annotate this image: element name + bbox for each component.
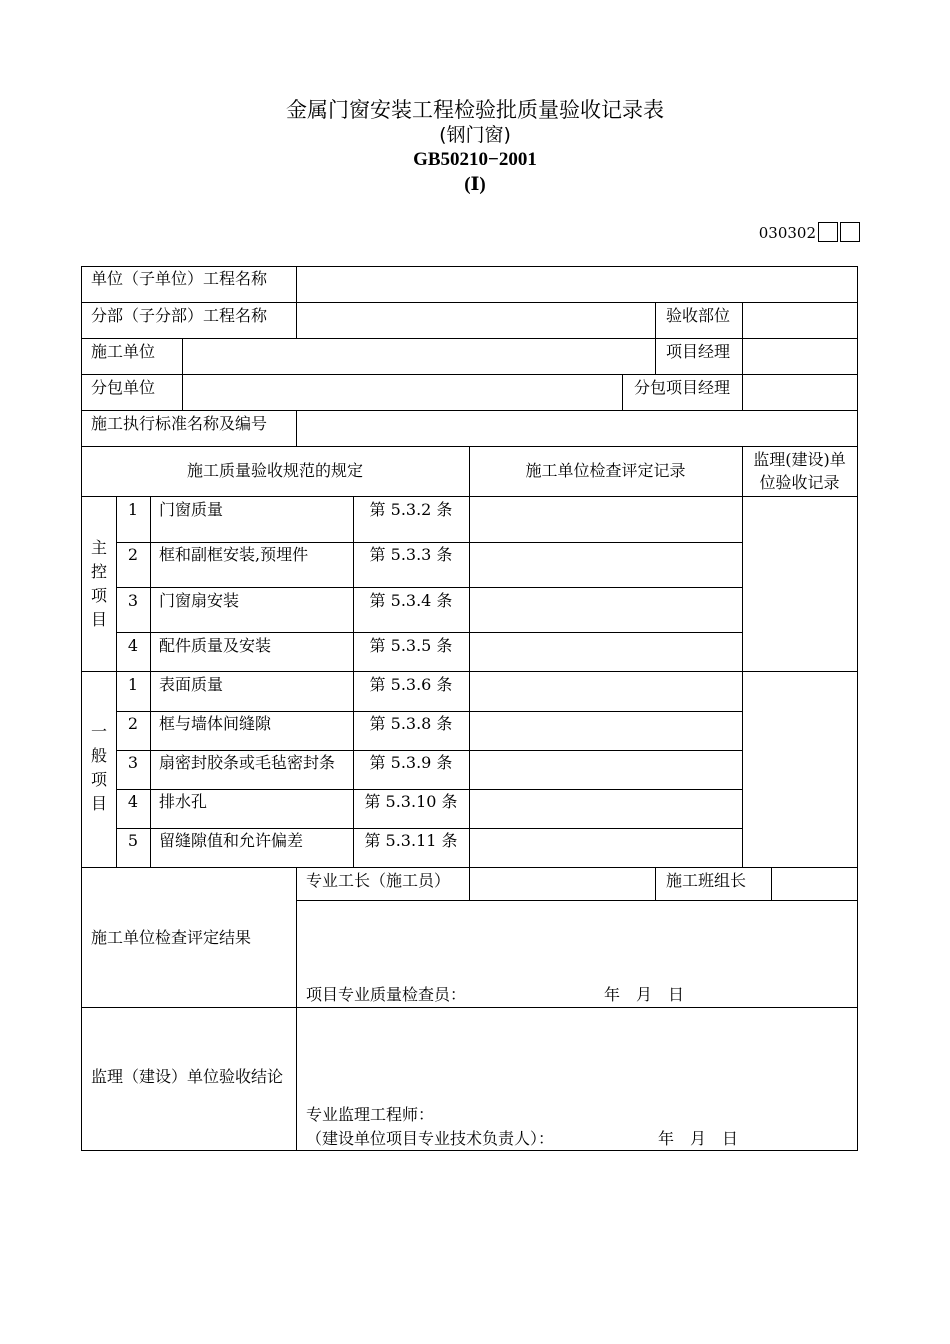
general-group-char: 目: [90, 794, 107, 813]
conclusion-date: 年 月 日: [658, 1129, 739, 1148]
standard-code: GB50210−2001: [413, 149, 537, 170]
general-item-no: 4: [127, 792, 139, 811]
general-item-clause: 第 5.3.8 条: [369, 714, 453, 733]
division-project-name-label: 分部（子分部）工程名称: [91, 306, 268, 325]
project-manager-label: 项目经理: [666, 342, 731, 361]
construction-unit-label: 施工单位: [91, 342, 156, 361]
general-item-name: 框与墙体间缝隙: [159, 714, 272, 733]
general-item-clause: 第 5.3.6 条: [369, 675, 453, 694]
main-item-name: 门窗扇安装: [159, 591, 240, 610]
subcontract-unit-label: 分包单位: [91, 378, 156, 397]
main-item-clause: 第 5.3.2 条: [369, 500, 453, 519]
general-item-no: 5: [127, 831, 139, 850]
code-box-2[interactable]: [840, 222, 860, 242]
standard-name-label: 施工执行标准名称及编号: [91, 414, 268, 433]
general-group-char: 般: [90, 746, 107, 765]
check-record-column-header: 施工单位检查评定记录: [525, 461, 686, 480]
general-item-clause: 第 5.3.10 条: [364, 792, 458, 811]
owner-rep-label: （建设单位项目专业技术负责人）：: [306, 1129, 555, 1148]
main-item-name: 门窗质量: [159, 500, 224, 519]
main-group-char: 目: [90, 610, 107, 629]
general-group-label: [89, 720, 109, 816]
main-item-clause: 第 5.3.5 条: [369, 636, 453, 655]
main-item-clause: 第 5.3.3 条: [369, 545, 453, 564]
form-part: (Ⅰ): [464, 174, 486, 195]
code-box-1[interactable]: [818, 222, 838, 242]
check-result-label: 施工单位检查评定结果: [91, 928, 252, 947]
inspector-label: 项目专业质量检查员：: [306, 985, 467, 1004]
subcontract-manager-label: 分包项目经理: [634, 378, 731, 397]
spec-column-header: 施工质量验收规范的规定: [186, 461, 363, 480]
engineer-label: 专业监理工程师：: [306, 1105, 435, 1124]
supervision-column-header-line2: 位验收记录: [759, 473, 840, 492]
general-item-no: 1: [127, 675, 139, 694]
inspector-date: 年 月 日: [604, 985, 685, 1004]
supervision-column-header-line1: 监理(建设)单: [753, 450, 846, 469]
general-item-clause: 第 5.3.11 条: [364, 831, 458, 850]
form-code: [759, 222, 860, 242]
main-group-char: 项: [90, 586, 107, 605]
team-leader-label: 施工班组长: [666, 871, 747, 890]
form-code-number: 030302: [758, 224, 816, 242]
general-item-no: 2: [127, 714, 139, 733]
general-item-clause: 第 5.3.9 条: [369, 753, 453, 772]
form-title: 金属门窗安装工程检验批质量验收记录表: [286, 98, 664, 122]
main-item-no: 3: [127, 591, 139, 610]
unit-project-name-label: 单位（子单位）工程名称: [91, 269, 268, 288]
general-item-name: 留缝隙值和允许偏差: [159, 831, 304, 850]
general-item-no: 3: [127, 753, 139, 772]
form-subtitle: (钢门窗): [439, 124, 511, 146]
main-group-char: 主: [90, 538, 107, 557]
main-item-no: 1: [127, 500, 139, 519]
main-group-label: [89, 536, 109, 632]
general-item-name: 表面质量: [159, 675, 224, 694]
main-item-name: 配件质量及安装: [159, 636, 272, 655]
main-item-name: 框和副框安装,预埋件: [159, 545, 309, 564]
general-group-char: 一: [90, 722, 107, 741]
foreman-label: 专业工长（施工员）: [306, 871, 451, 890]
main-item-no: 2: [127, 545, 139, 564]
general-item-name: 排水孔: [159, 792, 208, 811]
general-item-name: 扇密封胶条或毛毡密封条: [159, 753, 336, 772]
conclusion-label: 监理（建设）单位验收结论: [91, 1067, 284, 1086]
acceptance-part-label: 验收部位: [666, 306, 731, 325]
main-group-char: 控: [90, 562, 107, 581]
main-item-no: 4: [127, 636, 139, 655]
main-item-clause: 第 5.3.4 条: [369, 591, 453, 610]
general-group-char: 项: [90, 770, 107, 789]
